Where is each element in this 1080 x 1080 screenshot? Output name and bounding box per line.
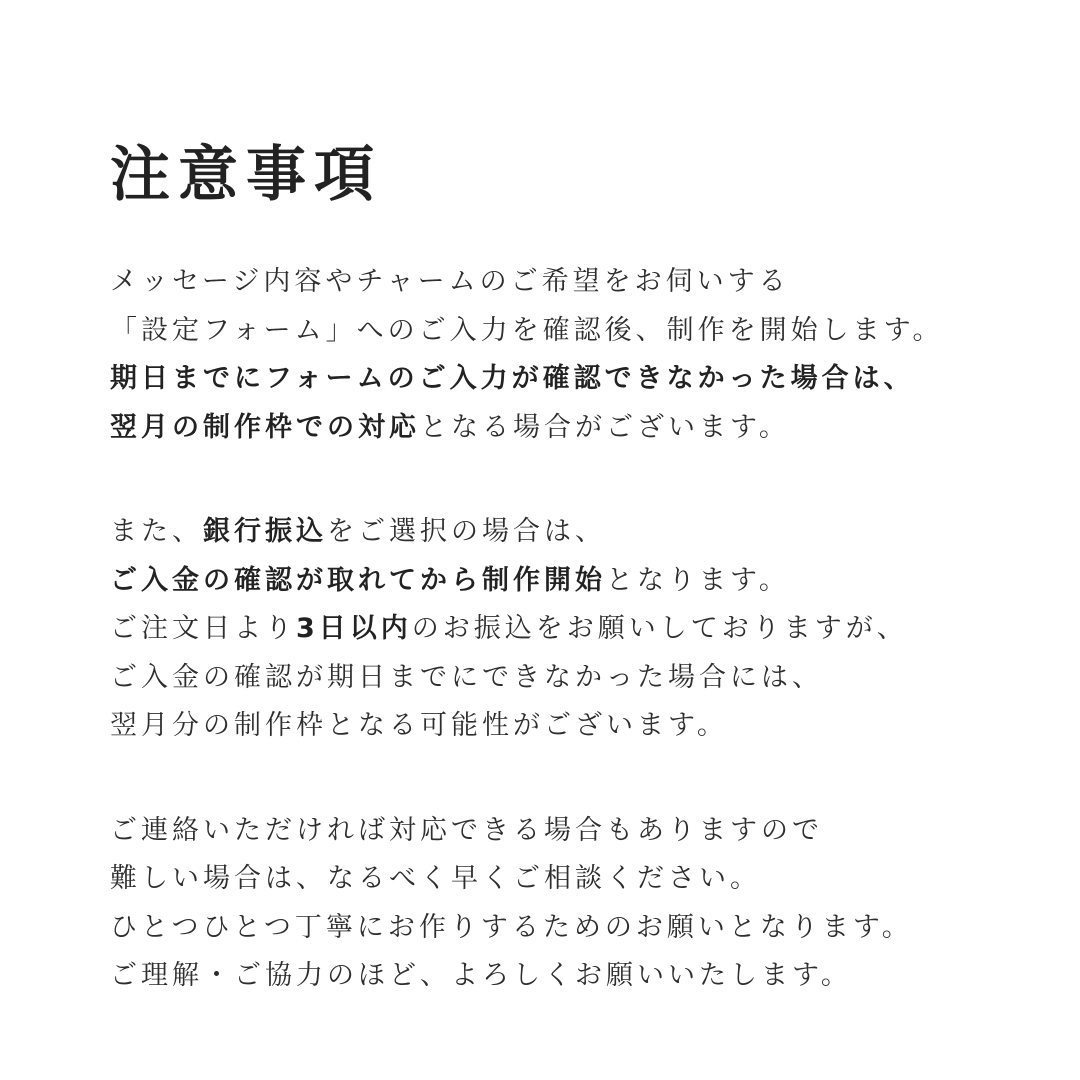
text-line <box>110 557 1020 606</box>
text-line <box>110 952 1020 1001</box>
body-text: となります。 <box>606 564 790 596</box>
body-text: 翌月分の制作枠となる可能性がございます。 <box>110 710 728 741</box>
body-text: 難しい場合は、なるべく早くご相談ください。 <box>110 863 761 894</box>
body-text: また、 <box>110 516 203 547</box>
body-text: ご注文日より <box>110 613 296 644</box>
emphasis-text: 期日までにフォームのご入力が確認できなかった場合は、 <box>110 363 915 394</box>
body-text: メッセージ内容やチャームのご希望をお伺いする <box>110 266 790 297</box>
text-line <box>110 605 1020 654</box>
emphasis-text: 3日以内 <box>296 613 412 644</box>
text-line <box>110 855 1020 904</box>
paragraph-bank-transfer-notice <box>110 508 1020 751</box>
page-title: 注意事項 <box>110 140 382 210</box>
text-line <box>110 654 1020 703</box>
paragraph-closing-notice <box>110 807 1020 1001</box>
body-text: ご理解・ご協力のほど、よろしくお願いいたします。 <box>110 960 852 991</box>
text-line <box>110 355 1020 404</box>
body-text: のお振込をお願いしておりますが、 <box>411 613 908 644</box>
emphasis-text: ご入金の確認が取れてから制作開始 <box>110 564 606 596</box>
emphasis-text: 銀行振込 <box>203 516 327 547</box>
text-line <box>110 702 1020 751</box>
emphasis-text: 翌月の制作枠での対応 <box>110 411 420 443</box>
text-line <box>110 404 1020 453</box>
text-line <box>110 904 1020 953</box>
text-line <box>110 807 1020 856</box>
body-text: となる場合がございます。 <box>420 411 790 443</box>
text-line <box>110 258 1020 307</box>
text-line <box>110 307 1020 356</box>
paragraph-form-notice <box>110 258 1020 452</box>
text-line <box>110 508 1020 557</box>
body-text: ひとつひとつ丁寧にお作りするためのお願いとなります。 <box>110 911 913 943</box>
body-text: 「設定フォーム」へのご入力を確認後、制作を開始します。 <box>110 314 944 346</box>
body-text: ご入金の確認が期日までにできなかった場合には、 <box>110 661 823 693</box>
body-text: をご選択の場合は、 <box>327 516 606 547</box>
body-text: ご連絡いただければ対応できる場合もありますので <box>110 814 823 846</box>
